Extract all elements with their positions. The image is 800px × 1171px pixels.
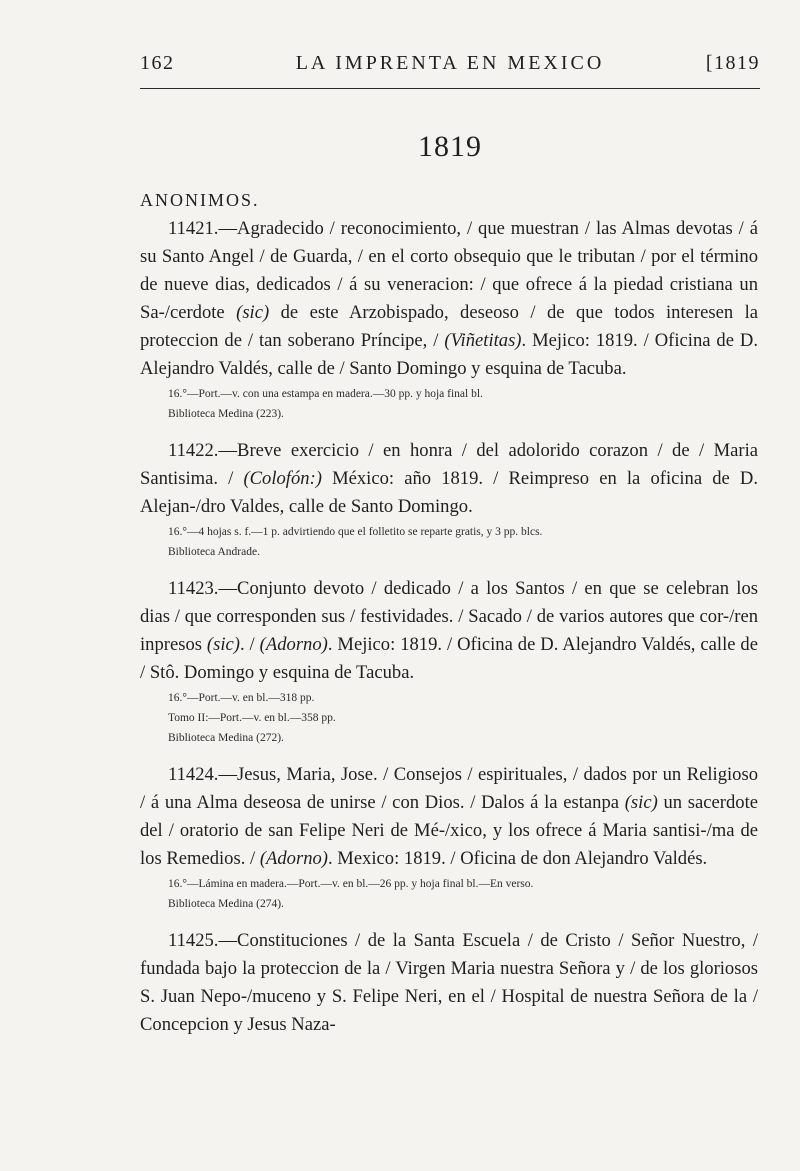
header-year: [1819 [705, 52, 760, 74]
entry-note: Biblioteca Andrade. [168, 546, 260, 558]
header-rule [140, 88, 760, 89]
entry-11425 [140, 927, 758, 1039]
entry-note: Biblioteca Medina (272). [168, 732, 284, 744]
page-number: 162 [140, 52, 175, 74]
entry-text: 11422.—Breve exercicio / en honra / del adolorido corazon / de / Maria Santisima. / (Colofón:) México: año 1819. / Reimpreso en la oficina de D. Alejan-/dro Valdes, calle de Santo Domingo. [140, 440, 758, 517]
entry-note: 16.°—Port.—v. en bl.—318 pp. [168, 692, 315, 704]
year-heading: 1819 [418, 130, 482, 163]
entry-note: Biblioteca Medina (223). [168, 408, 284, 420]
entries-body [140, 190, 758, 1053]
section-label: ANONIMOS. [140, 190, 260, 210]
entry-11422 [140, 437, 758, 561]
entry-text: 11423.—Conjunto devoto / dedicado / a los Santos / en que se celebran los dias / que corresponden sus / festividades. / Sacado / de varios autores que cor-/ren inpresos (sic). / (Adorno). Mejico: 1819. / Oficina de D. Alejandro Valdés, calle de / Stô. Domingo y esquina de Tacuba. [140, 578, 758, 683]
entry-note: 16.°—Lámina en madera.—Port.—v. en bl.—26 pp. y hoja final bl.—En verso. [168, 878, 534, 890]
entry-note: Biblioteca Medina (274). [168, 898, 284, 910]
entry-text: 11425.—Constituciones / de la Santa Escuela / de Cristo / Señor Nuestro, / fundada bajo la proteccion de la / Virgen Maria nuestra Señora y / de los gloriosos S. Juan Nepo-/muceno y S. Felipe Neri, en el / Hospital de nuestra Señora de la / Concepcion y Jesus Naza- [140, 930, 758, 1035]
entry-note: Tomo II:—Port.—v. en bl.—358 pp. [168, 712, 336, 724]
entry-text: 11424.—Jesus, Maria, Jose. / Consejos / espirituales, / dados por un Religioso / á una Alma deseosa de unirse / con Dios. / Dalos á la estanpa (sic) un sacerdote del / oratorio de san Felipe Neri de Mé-/xico, y los ofrece á Maria santisi-/ma de los Remedios. / (Adorno). Mexico: 1819. / Oficina de don Alejandro Valdés. [140, 764, 758, 869]
running-title: LA IMPRENTA EN MEXICO [295, 52, 605, 74]
entry-note: 16.°—4 hojas s. f.—1 p. advirtiendo que el folletito se reparte gratis, y 3 pp. blcs. [168, 526, 543, 538]
entry-11421 [140, 215, 758, 423]
entry-11423 [140, 575, 758, 747]
entry-text: 11421.—Agradecido / reconocimiento, / que muestran / las Almas devotas / á su Santo Angel / de Guarda, / en el corto obsequio que le tributan / por el término de nueve dias, dedicados / á su veneracion: / que ofrece á la piedad cristiana un Sa-/cerdote (sic) de este Arzobispado, deseoso / de que todos interesen la proteccion de / tan soberano Príncipe, / (Viñetitas). Mejico: 1819. / Oficina de D. Alejandro Valdés, calle de / Santo Domingo y esquina de Tacuba. [140, 218, 758, 379]
running-header [140, 52, 760, 82]
entry-11424 [140, 761, 758, 913]
entry-note: 16.°—Port.—v. con una estampa en madera.—30 pp. y hoja final bl. [168, 388, 483, 400]
